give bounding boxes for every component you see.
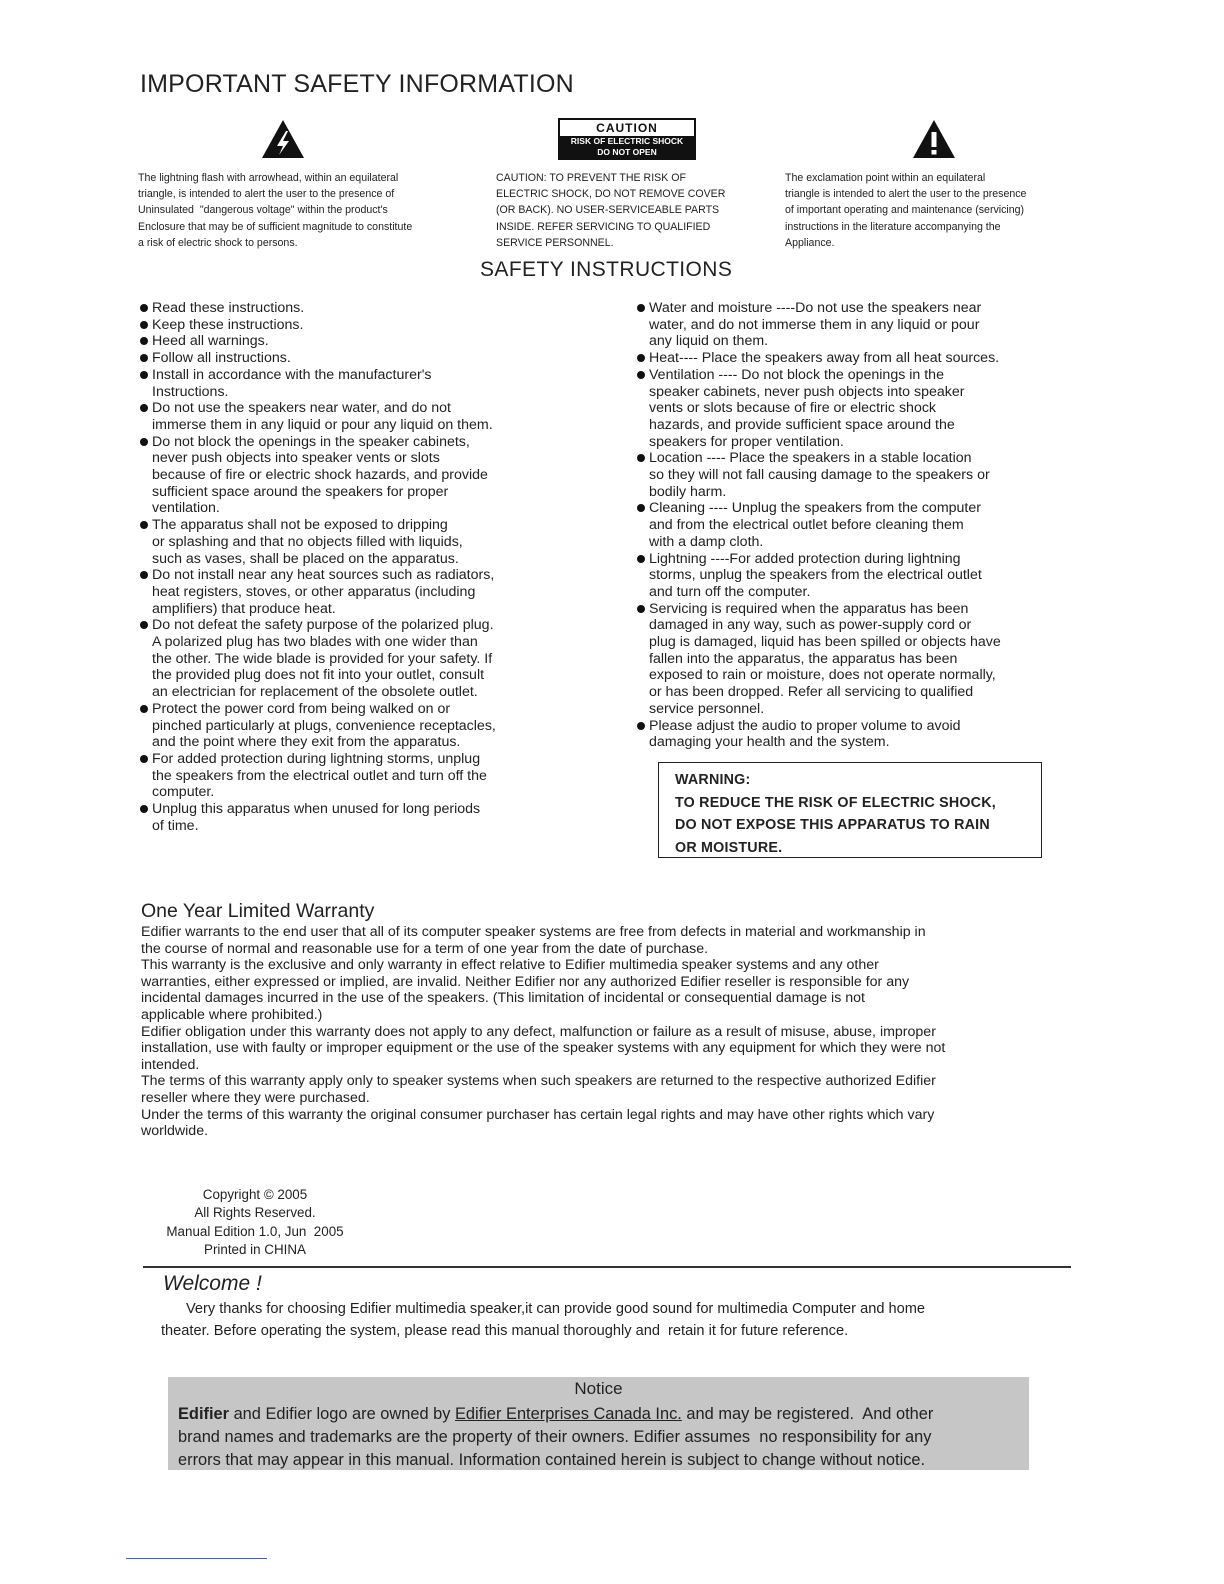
warranty-heading: One Year Limited Warranty [141,900,375,922]
list-item [637,500,1077,550]
text-line: of important operating and maintenance (servicing) [785,204,1025,217]
caution-label-box [558,118,696,160]
exclamation-symbol-description [785,170,1085,251]
list-item-text: Lightning ----For added protection during lightning storms, unplug the speakers from the electrical outlet and turn off the computer. [649,550,982,600]
copyright-line: Copyright © 2005 [202,1187,308,1202]
bullet-icon [637,605,645,613]
text-line: Enclosure that may be of sufficient magnitude to constitute [138,220,413,233]
text-line: SERVICE PERSONNEL. [496,236,614,249]
bullet-icon [637,371,645,379]
welcome-line-2: theater. Before operating the system, please read this manual thoroughly and retain it for future reference. [161,1323,849,1339]
text-line: The exclamation point within an equilateral [785,172,986,184]
bullet-icon [637,354,645,362]
bullet-icon [140,438,148,446]
list-item-text: Do not use the speakers near water, and do not immerse them in any liquid or pour any liquid on them. [152,400,493,433]
welcome-heading: Welcome ! [163,1272,262,1295]
bullet-icon [140,571,148,579]
list-item-text: Unplug this apparatus when unused for long periods of time. [152,801,481,834]
safety-instructions-heading: SAFETY INSTRUCTIONS [480,258,733,281]
bullet-icon [637,504,645,512]
bullet-icon [637,454,645,462]
list-item [140,751,580,801]
list-item-text: Water and moisture ----Do not use the speakers near water, and do not immerse them in any liquid or pour any liquid on them. [649,300,982,350]
notice-box [168,1377,1029,1470]
list-item-text: Do not defeat the safety purpose of the polarized plug. A polarized plug has two blades with one wider than the other. The wide blade is provided for your safety. If the provided plug does not fit into your outlet, consult an electrician for replacement of the obsolete outlet. [152,617,494,701]
notice-line-2: brand names and trademarks are the property of their owners. Edifier assumes no responsibility for any [178,1428,932,1447]
list-item-text: Please adjust the audio to proper volume to avoid damaging your health and the system. [649,717,961,751]
lightning-warning-icon [261,119,305,159]
text-line: The lightning flash with arrowhead, within an equilateral [138,172,399,184]
warning-label: WARNING: [675,772,751,788]
list-item [637,350,1077,367]
list-item-text: The apparatus shall not be exposed to dripping or splashing and that no objects filled with liquids, such as vases, shall be placed on the apparatus. [152,517,463,567]
bullet-icon [140,521,148,529]
company-link[interactable]: Edifier Enterprises Canada Inc. [455,1405,682,1423]
list-item [140,617,580,701]
list-item-text: Cleaning ---- Unplug the speakers from the computer and from the electrical outlet before cleaning them with a damp cloth. [649,500,981,550]
caution-label: CAUTION [596,121,658,135]
caution-line-1: RISK OF ELECTRIC SHOCK [570,136,684,146]
list-item [637,367,1077,451]
brand-name: Edifier [178,1405,230,1423]
text-line: CAUTION: TO PREVENT THE RISK OF [496,172,686,184]
text-line: INSIDE. REFER SERVICING TO QUALIFIED [496,220,711,233]
notice-line-3: errors that may appear in this manual. Information contained herein is subject to change without notice. [178,1451,926,1470]
divider [143,1266,1071,1268]
notice-text-segment: and Edifier logo are owned by [229,1405,455,1423]
list-item-text: For added protection during lightning storms, unplug the speakers from the electrical outlet and turn off the computer. [152,750,487,801]
caution-line-2: DO NOT OPEN [597,147,657,157]
list-item-text: Location ---- Place the speakers in a stable location so they will not fall causing damage to the speakers or bodily harm. [649,450,990,500]
safety-list-right [637,300,1077,751]
text-line: ELECTRIC SHOCK, DO NOT REMOVE COVER [496,188,726,201]
list-item [637,551,1077,601]
list-item-text: Servicing is required when the apparatus has been damaged in any way, such as power-supply cord or plug is damaged, liquid has been spilled or objects have fallen into the apparatus, the apparatus has been exposed to rain or moisture, does not operate normally, or has been dropped. Refer all servicing to qualified service personnel. [649,600,1001,717]
text-line: a risk of electric shock to persons. [138,236,298,249]
page-title: IMPORTANT SAFETY INFORMATION [140,70,574,98]
bullet-icon [140,321,148,329]
bullet-icon [637,555,645,563]
caution-warning-text [560,136,694,158]
bullet-icon [140,621,148,629]
list-item-text: Do not install near any heat sources such as radiators, heat registers, stoves, or other apparatus (including amplifiers) that produce heat. [152,567,495,617]
notice-line-1 [178,1403,1028,1426]
footer-link-underline [126,1558,267,1559]
list-item [140,333,580,350]
list-item-text: Read these instructions. [152,300,305,316]
notice-heading: Notice [574,1379,623,1398]
copyright-block [150,1186,360,1260]
lightning-symbol-description [138,170,478,251]
list-item [140,701,580,751]
warning-line-3: OR MOISTURE. [675,839,783,856]
list-item [140,567,580,617]
list-item [140,300,580,317]
list-item [140,517,580,567]
printed-line: Printed in CHINA [204,1242,306,1258]
bullet-icon [637,722,645,730]
bullet-icon [140,304,148,312]
list-item-text: Ventilation ---- Do not block the openings in the speaker cabinets, never push objects into speaker vents or slots because of fire or electric shock hazards, and provide sufficient space around the speakers for proper ventilation. [649,366,965,450]
caution-description [496,170,776,251]
welcome-line-1: Very thanks for choosing Edifier multimedia speaker,it can provide good sound for multimedia Computer and home [186,1301,926,1317]
list-item-text: Do not block the openings in the speaker cabinets, never push objects into speaker vents or slots because of fire or electric shock hazards, and provide sufficient space around the speakers for proper ventilation. [152,433,488,517]
bullet-icon [140,404,148,412]
list-item [140,400,580,433]
warning-line-1: TO REDUCE THE RISK OF ELECTRIC SHOCK, [675,794,996,811]
warranty-text: Edifier warrants to the end user that all of its computer speaker systems are free from defects in material and workmanship in the course of normal and reasonable use for a term of one year from the date of purchase. This warranty is the exclusive and only warranty in effect relative to Edifier multimedia speaker systems and any other warranties, either expressed or implied, are invalid. Neither Edifier nor any authorized Edifier reseller is responsible for any incidental damages incurred in the use of the speakers. (This limitation of incidental or consequential damage is not applicable where prohibited.) Edifier obligation under this warranty does not apply to any defect, malfunction or failure as a result of misuse, abuse, improper installation, use with faulty or improper equipment or the use of the speaker systems with any equipment for which they were not intended. The terms of this warranty apply only to speaker systems when such speakers are returned to the respective authorized Edifier reseller where they were purchased. Under the terms of this warranty the original consumer purchaser has certain legal rights and may have other rights which vary worldwide. [141,924,946,1140]
safety-list-left [140,300,580,835]
text-line: Appliance. [785,236,835,249]
text-line: Uninsulated "dangerous voltage" within the product's [138,204,388,217]
list-item-text: Heed all warnings. [152,333,269,350]
text-line: triangle is intended to alert the user to the presence [785,188,1027,201]
warning-box [658,762,1042,858]
text-line: (OR BACK). NO USER-SERVICEABLE PARTS [496,204,720,217]
text-line: triangle, is intended to alert the user to the presence of [138,188,395,201]
list-item [637,601,1077,718]
list-item [140,801,580,834]
bullet-icon [140,705,148,713]
list-item [637,300,1077,350]
list-item-text: Install in accordance with the manufacturer's Instructions. [152,366,432,400]
list-item-text: Protect the power cord from being walked on or pinched particularly at plugs, convenience receptacles, and the point where they exit from the apparatus. [152,700,496,751]
rights-line: All Rights Reserved. [194,1205,316,1221]
edition-line: Manual Edition 1.0, Jun 2005 [166,1223,344,1239]
list-item [140,434,580,518]
list-item [140,350,580,367]
list-item-text: Heat---- Place the speakers away from all heat sources. [649,350,1000,367]
exclamation-warning-icon [912,119,956,159]
notice-text-segment: and may be registered. And other [681,1405,934,1423]
list-item [140,317,580,334]
warning-line-2: DO NOT EXPOSE THIS APPARATUS TO RAIN [675,817,990,834]
list-item [637,718,1077,751]
bullet-icon [637,304,645,312]
list-item [140,367,580,400]
bullet-icon [140,354,148,362]
welcome-text [161,1298,1041,1342]
bullet-icon [140,371,148,379]
bullet-icon [140,805,148,813]
text-line: instructions in the literature accompanying the [785,220,1001,233]
list-item-text: Follow all instructions. [152,350,291,367]
bullet-icon [140,755,148,763]
bullet-icon [140,337,148,345]
notice-text [178,1403,1028,1473]
list-item [637,450,1077,500]
list-item-text: Keep these instructions. [152,316,304,333]
